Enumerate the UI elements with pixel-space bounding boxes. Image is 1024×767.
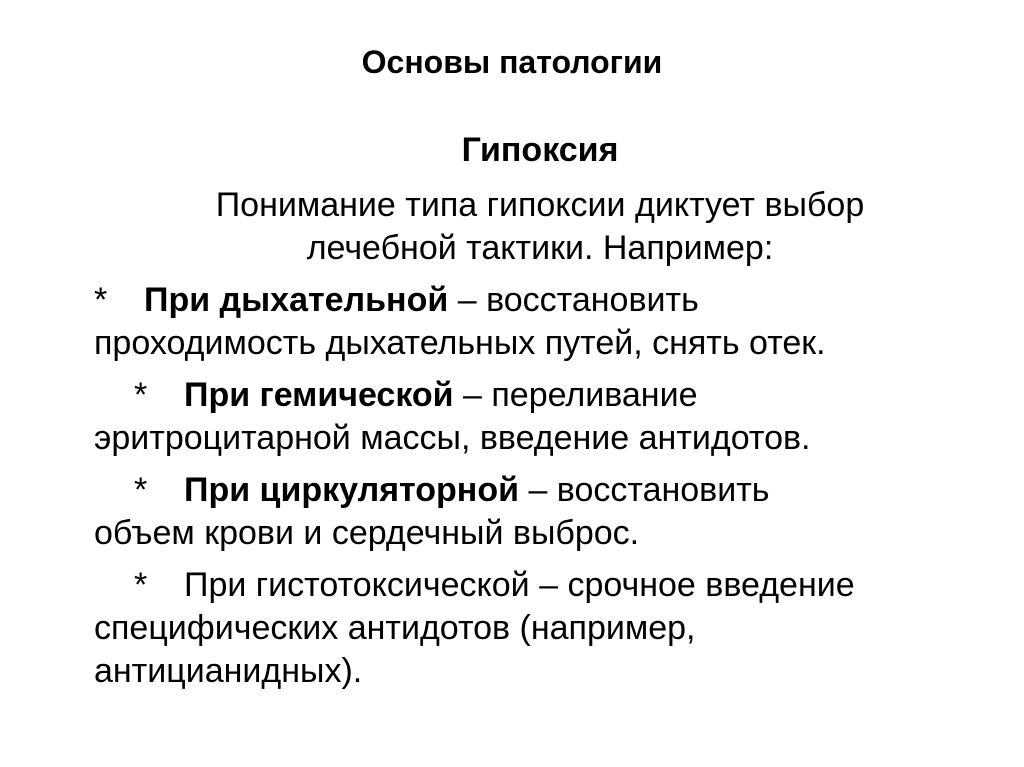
bullet-marker: * bbox=[134, 376, 148, 414]
bullet-item-bold-label: При дыхательной bbox=[144, 281, 449, 319]
slide-title: Основы патологии bbox=[361, 44, 663, 80]
intro-paragraph bbox=[100, 184, 980, 270]
bullet-item-line-3: антицианидных). bbox=[94, 652, 363, 690]
bullet-marker: * bbox=[134, 566, 148, 604]
bullet-item-line-1 bbox=[94, 564, 994, 607]
bullet-item-circulatory bbox=[94, 469, 994, 555]
bullet-item-respiratory bbox=[94, 279, 994, 365]
bullet-item-histotoxic bbox=[94, 564, 994, 693]
bullet-item-bold-label: При циркуляторной bbox=[184, 471, 519, 509]
bullet-marker: * bbox=[94, 281, 108, 319]
bullet-item-line-2: эритроцитарной массы, введение антидотов. bbox=[94, 419, 811, 457]
bullet-item-line-2: объем крови и сердечный выброс. bbox=[94, 514, 640, 552]
bullet-item-line-1 bbox=[94, 279, 994, 322]
bullet-item-text: – восстановить bbox=[519, 471, 770, 509]
intro-line-1: Понимание типа гипоксии диктует выбор bbox=[215, 186, 865, 224]
bullet-item-line-2: проходимость дыхательных путей, снять отек. bbox=[94, 324, 826, 362]
bullet-marker: * bbox=[134, 471, 148, 509]
bullet-item-text: – переливание bbox=[453, 376, 698, 414]
bullet-item-line-1 bbox=[94, 469, 994, 512]
bullet-item-line-1 bbox=[94, 374, 994, 417]
bullet-item-bold-label: При гемической bbox=[184, 376, 454, 414]
bullet-item-text: При гистотоксической – срочное введение bbox=[184, 566, 855, 604]
bullet-item-line-2: специфических антидотов (например, bbox=[94, 609, 696, 647]
intro-line-2: лечебной тактики. Например: bbox=[306, 229, 774, 267]
bullet-item-text: – восстановить bbox=[448, 281, 699, 319]
slide-subtitle: Гипоксия bbox=[461, 131, 619, 169]
bullet-item-hemic bbox=[94, 374, 994, 460]
